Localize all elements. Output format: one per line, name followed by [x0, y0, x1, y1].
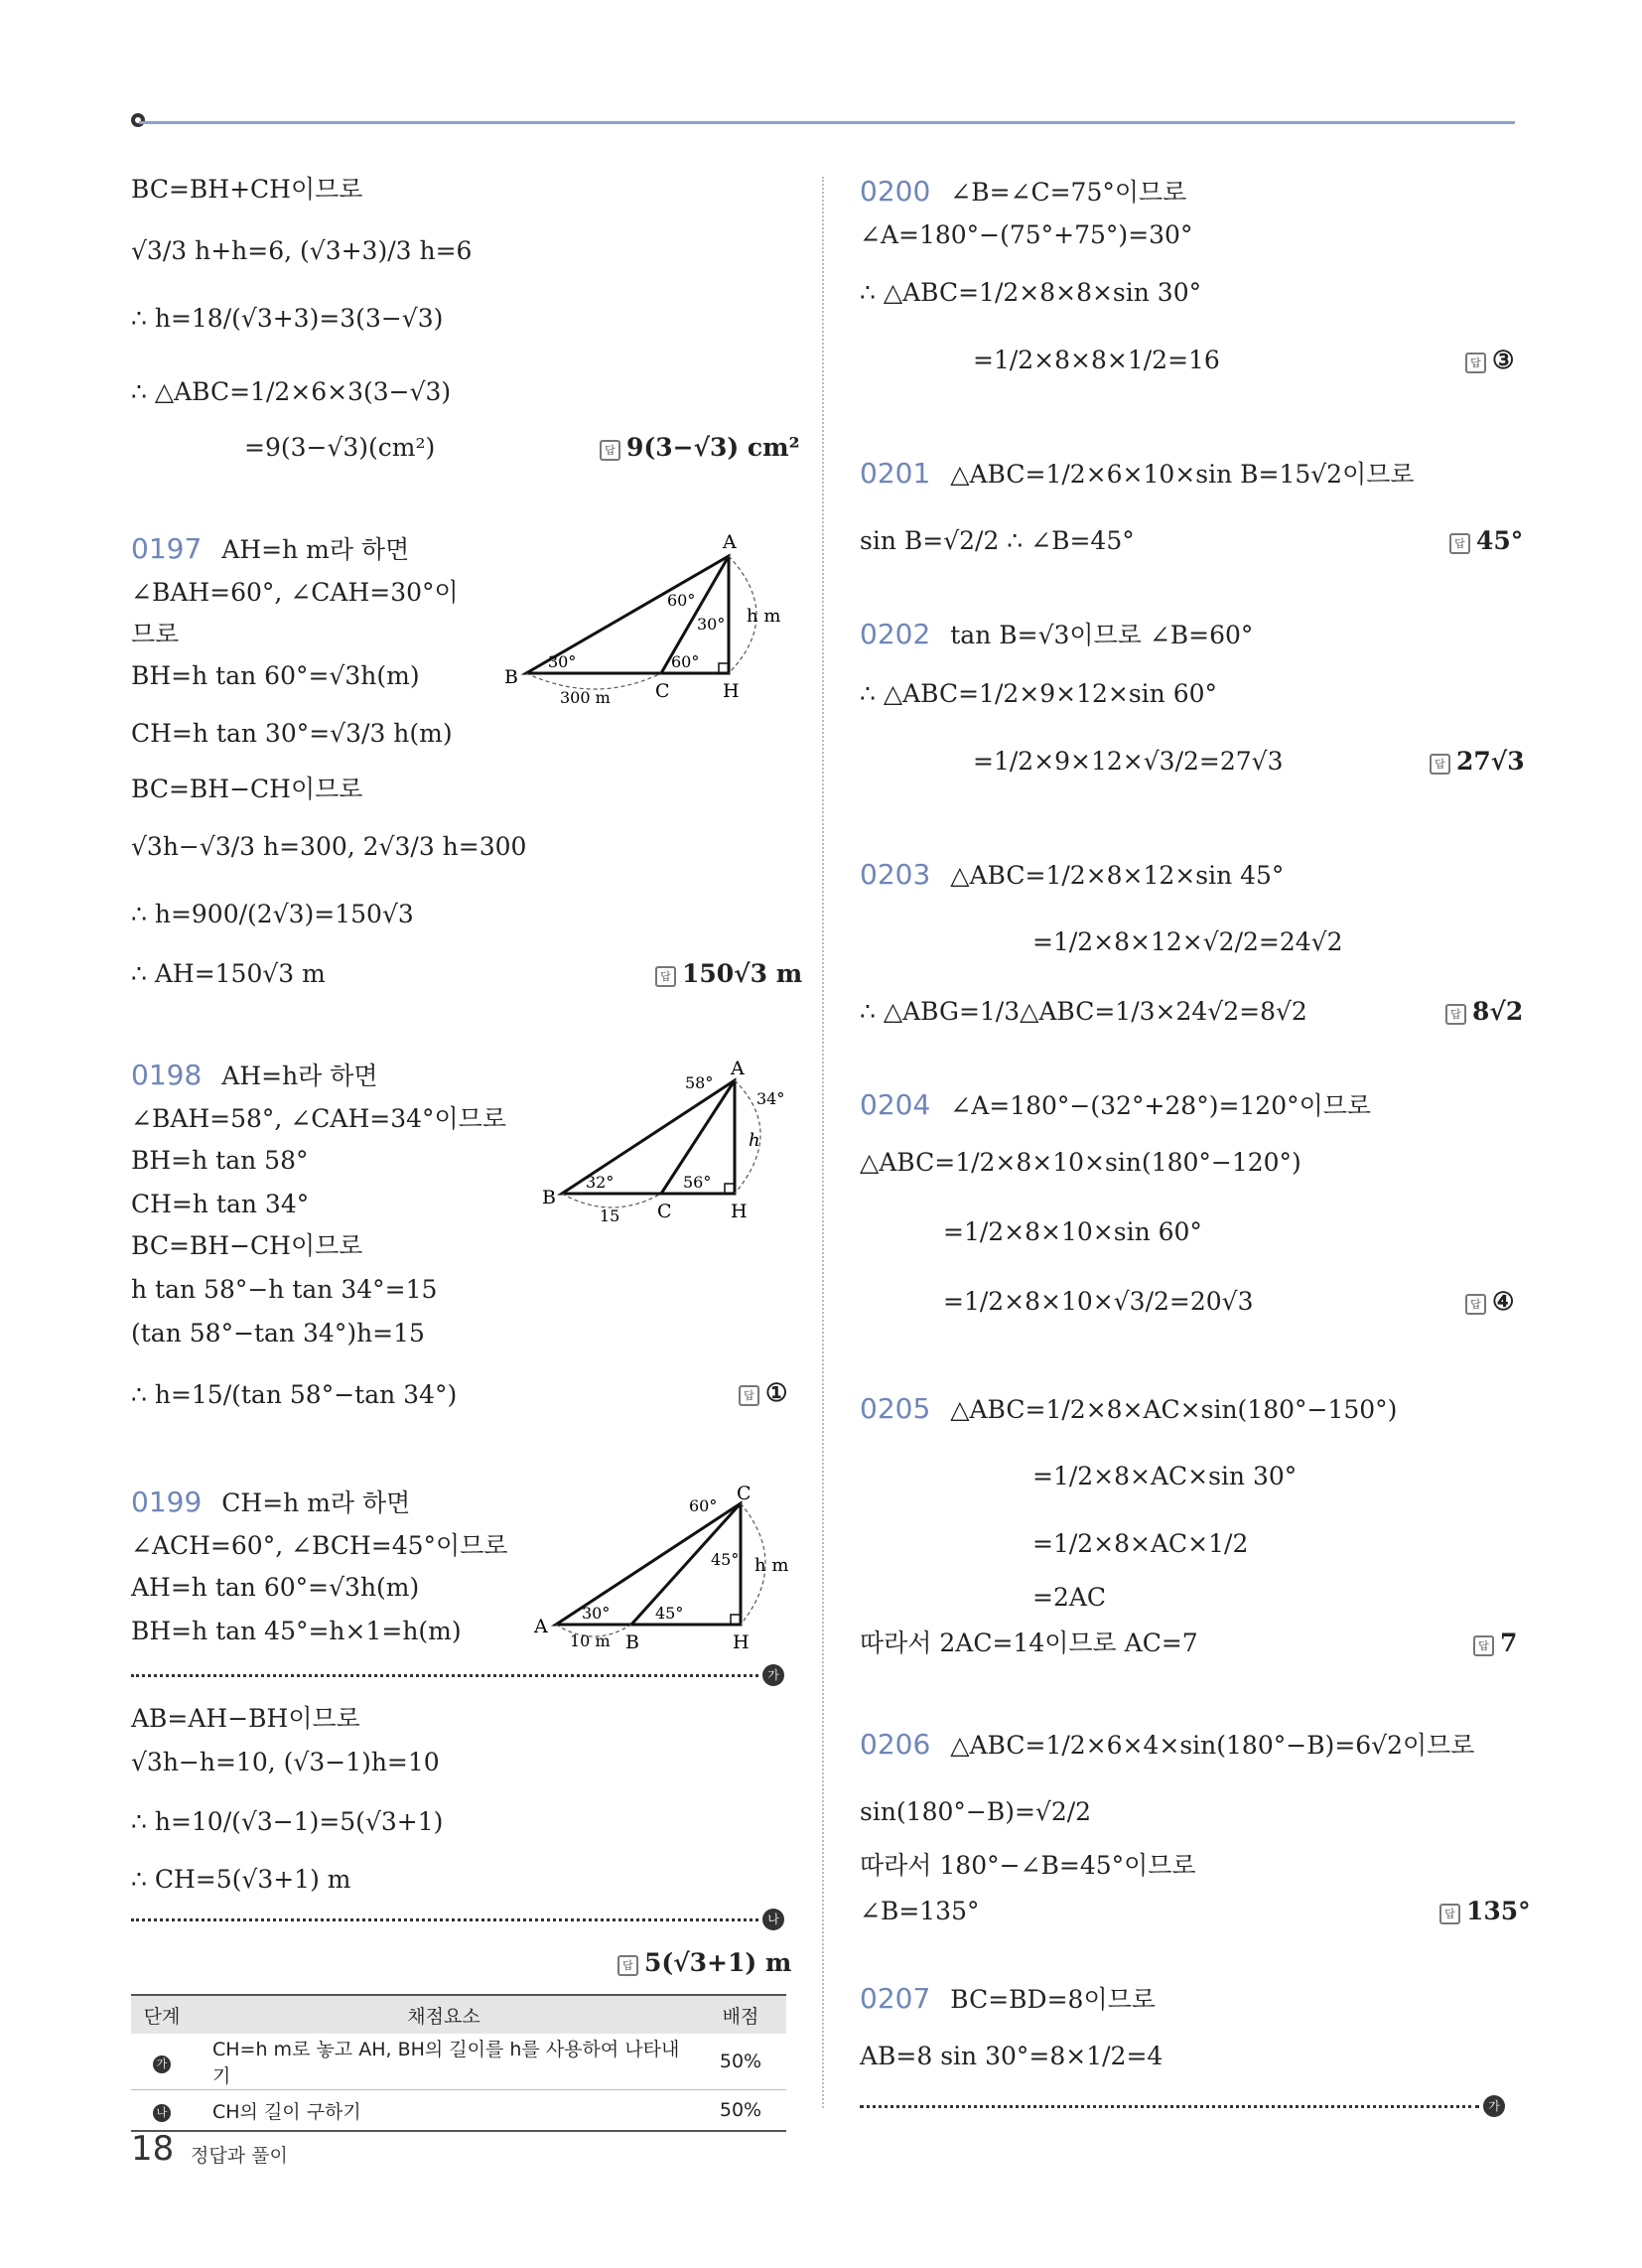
problem-0204-answer	[1465, 1287, 1514, 1316]
problem-0206-answer-text: 135°	[1466, 1897, 1531, 1925]
problem-0203-line-2: =1/2×8×12×√2/2=24√2	[1032, 927, 1343, 956]
problem-0197-line-9: ∴ AH=150√3 m	[131, 959, 326, 988]
problem-0201-answer	[1449, 526, 1523, 555]
problem-0199-line-3: AH=h tan 60°=√3h(m)	[131, 1573, 420, 1602]
grading-table	[131, 1994, 786, 2132]
triangle-figure-0197	[496, 526, 794, 715]
angle-A2-label: 30°	[697, 615, 726, 634]
problem-0203-answer	[1445, 997, 1523, 1026]
problem-0201-answer-text: 45°	[1476, 526, 1524, 555]
problem-number: 0201	[860, 457, 931, 490]
problem-0202-text-1: tan B=√3이므로 ∠B=60°	[950, 621, 1254, 649]
problem-number: 0202	[860, 618, 931, 650]
problem-0199-answer	[617, 1948, 791, 1977]
problem-0198-answer-text: ①	[765, 1378, 788, 1407]
problem-0207-line-2: AB=8 sin 30°=8×1/2=4	[860, 2042, 1163, 2070]
problem-0203-text-1: △ABC=1/2×8×12×sin 45°	[950, 861, 1285, 890]
side-length-label: 15	[600, 1206, 620, 1225]
angle-C1-label: 60°	[689, 1496, 718, 1515]
intro-line-1: BC=BH+CH이므로	[131, 175, 363, 204]
angle-A2-label: 34°	[756, 1089, 785, 1108]
angle-C-label: 56°	[683, 1173, 712, 1192]
answer-mark-icon: 답	[617, 1955, 638, 1976]
problem-0198-line-5: BC=BH−CH이므로	[131, 1231, 363, 1260]
vertex-A-label: A	[534, 1616, 548, 1637]
answer-mark-icon: 답	[655, 966, 676, 987]
problem-0199-line-4: BH=h tan 45°=h×1=h(m)	[131, 1617, 462, 1645]
answer-mark-icon: 답	[1473, 1635, 1494, 1656]
problem-0203-answer-text: 8√2	[1472, 997, 1524, 1026]
problem-0197-line-6: BC=BH−CH이므로	[131, 775, 363, 803]
problem-0204-line-4: =1/2×8×10×√3/2=20√3	[943, 1287, 1254, 1316]
vertex-B-label: B	[504, 666, 518, 688]
problem-0206-line-2: sin(180°−B)=√2/2	[860, 1797, 1092, 1826]
problem-0202-answer-text: 27√3	[1456, 747, 1525, 776]
grading-header-row	[131, 1995, 786, 2034]
problem-0197-line-3: 므로	[131, 620, 180, 648]
problem-0199-line-5: AB=AH−BH이므로	[131, 1704, 360, 1733]
problem-number: 0204	[860, 1088, 931, 1121]
angle-A1-label: 60°	[667, 591, 696, 610]
problem-0201-text-1: △ABC=1/2×6×10×sin B=15√2이므로	[950, 460, 1415, 489]
problem-0199-answer-text: 5(√3+1) m	[644, 1948, 792, 1977]
step-marker: 나	[153, 2104, 171, 2122]
height-label: h m	[754, 1555, 789, 1576]
problem-0204-text-1: ∠A=180°−(32°+28°)=120°이므로	[950, 1091, 1372, 1120]
problem-0197-line-2: ∠BAH=60°, ∠CAH=30°이	[131, 578, 459, 607]
step-marker: 가	[1483, 2095, 1505, 2117]
angle-C2-label: 45°	[711, 1550, 740, 1569]
column-divider	[822, 177, 824, 2108]
problem-0205-answer-text: 7	[1500, 1629, 1518, 1657]
problem-0200-line-2: ∠A=180°−(75°+75°)=30°	[860, 220, 1193, 249]
intro-line-4: ∴ △ABC=1/2×6×3(3−√3)	[131, 377, 452, 406]
problem-0201-line-1	[860, 459, 1415, 490]
problem-0206-line-3: 따라서 180°−∠B=45°이므로	[860, 1851, 1196, 1880]
triangle-figure-0199	[526, 1480, 804, 1658]
problem-0200-line-3: ∴ △ABC=1/2×8×8×sin 30°	[860, 278, 1202, 307]
problem-0200-line-1	[860, 177, 1186, 208]
problem-0205-line-2: =1/2×8×AC×sin 30°	[1032, 1462, 1298, 1490]
grading-header-score: 배점	[695, 1995, 786, 2034]
vertex-C-label: C	[657, 1201, 672, 1222]
problem-0198-line-1	[131, 1061, 378, 1091]
problem-0198-line-8: ∴ h=15/(tan 58°−tan 34°)	[131, 1380, 458, 1409]
problem-number: 0197	[131, 532, 203, 565]
problem-0206-line-4: ∠B=135°	[860, 1897, 980, 1925]
problem-number: 0203	[860, 858, 931, 891]
problem-0197-line-7: √3h−√3/3 h=300, 2√3/3 h=300	[131, 832, 527, 861]
problem-0204-answer-text: ④	[1492, 1287, 1515, 1316]
problem-number: 0206	[860, 1728, 931, 1761]
problem-0204-line-2: △ABC=1/2×8×10×sin(180°−120°)	[860, 1148, 1301, 1177]
problem-0202-line-1	[860, 620, 1253, 650]
vertex-H-label: H	[733, 1631, 750, 1653]
intro-answer-text: 9(3−√3) cm²	[626, 433, 800, 462]
vertex-A-label: A	[731, 1058, 745, 1079]
problem-number: 0198	[131, 1059, 203, 1091]
answer-mark-icon: 답	[1449, 533, 1470, 554]
problem-0197-answer-text: 150√3 m	[682, 959, 803, 988]
grading-step-cell	[131, 2034, 193, 2090]
triangle-figure-0198	[536, 1053, 804, 1231]
problem-0205-answer	[1473, 1629, 1517, 1657]
answer-mark-icon: 답	[1465, 1294, 1486, 1315]
problem-number: 0199	[131, 1486, 203, 1518]
grading-row	[131, 2034, 786, 2090]
problem-0199-line-6: √3h−h=10, (√3−1)h=10	[131, 1748, 440, 1776]
problem-0205-line-4: =2AC	[1032, 1583, 1107, 1612]
grading-step-cell	[131, 2090, 193, 2132]
vertex-B-label: B	[542, 1187, 556, 1208]
problem-0200-answer-text: ③	[1492, 346, 1515, 374]
problem-0197-line-5: CH=h tan 30°=√3/3 h(m)	[131, 719, 453, 748]
problem-0200-text-1: ∠B=∠C=75°이므로	[950, 178, 1187, 207]
problem-0207-text-1: BC=BD=8이므로	[950, 1985, 1156, 2014]
problem-number: 0200	[860, 175, 931, 208]
problem-0198-line-3: BH=h tan 58°	[131, 1146, 309, 1175]
intro-line-5: =9(3−√3)(cm²)	[244, 433, 436, 462]
angle-A1-label: 58°	[685, 1073, 714, 1092]
problem-0199-line-2: ∠ACH=60°, ∠BCH=45°이므로	[131, 1531, 508, 1560]
problem-0202-answer	[1430, 747, 1525, 776]
problem-0197-line-8: ∴ h=900/(2√3)=150√3	[131, 900, 414, 928]
grading-item-cell: CH=h m로 놓고 AH, BH의 길이를 h를 사용하여 나타내기	[193, 2034, 695, 2090]
grading-header-step: 단계	[131, 1995, 193, 2034]
problem-0197-answer	[655, 959, 802, 988]
problem-0200-answer	[1465, 346, 1514, 374]
problem-0198-line-6: h tan 58°−h tan 34°=15	[131, 1275, 438, 1304]
intro-line-2: √3/3 h+h=6, (√3+3)/3 h=6	[131, 236, 473, 265]
header-rule	[139, 121, 1515, 124]
problem-0207-line-1	[860, 1984, 1156, 2015]
vertex-A-label: A	[723, 531, 737, 553]
step-marker: 가	[762, 1664, 784, 1686]
grading-score-cell: 50%	[695, 2034, 786, 2090]
vertex-H-label: H	[731, 1201, 748, 1222]
problem-0199-text-1: CH=h m라 하면	[221, 1488, 411, 1517]
answer-mark-icon: 답	[600, 440, 620, 461]
step-divider	[131, 1918, 758, 1921]
height-label: h	[749, 1130, 760, 1151]
grading-header-item: 채점요소	[193, 1995, 695, 2034]
step-divider	[131, 1674, 758, 1677]
angle-B-label: 30°	[548, 652, 577, 671]
problem-0203-line-3: ∴ △ABG=1/3△ABC=1/3×24√2=8√2	[860, 997, 1307, 1026]
grading-row	[131, 2090, 786, 2132]
vertex-C-label: C	[655, 680, 670, 702]
problem-0204-line-1	[860, 1090, 1371, 1121]
vertex-C-label: C	[737, 1483, 752, 1504]
problem-0199-line-1	[131, 1488, 410, 1518]
intro-line-3: ∴ h=18/(√3+3)=3(3−√3)	[131, 304, 444, 333]
angle-B-label: 45°	[655, 1604, 684, 1623]
problem-0201-line-2: sin B=√2/2 ∴ ∠B=45°	[860, 526, 1135, 555]
problem-0198-line-4: CH=h tan 34°	[131, 1190, 310, 1218]
problem-0205-text-1: △ABC=1/2×8×AC×sin(180°−150°)	[950, 1395, 1398, 1424]
problem-0204-line-3: =1/2×8×10×sin 60°	[943, 1217, 1202, 1246]
problem-0197-text-1: AH=h m라 하면	[221, 535, 410, 564]
problem-0205-line-1	[860, 1394, 1397, 1425]
grading-item-cell: CH의 길이 구하기	[193, 2090, 695, 2132]
problem-0203-line-1	[860, 860, 1284, 891]
problem-0205-line-5: 따라서 2AC=14이므로 AC=7	[860, 1629, 1198, 1657]
angle-A-label: 30°	[582, 1604, 611, 1623]
side-length-label: 300 m	[560, 688, 611, 707]
problem-0197-line-4: BH=h tan 60°=√3h(m)	[131, 661, 420, 690]
vertex-B-label: B	[625, 1631, 639, 1653]
step-marker: 가	[153, 2055, 171, 2073]
problem-0198-text-1: AH=h라 하면	[221, 1062, 378, 1090]
page-section-label: 정답과 풀이	[191, 2145, 288, 2167]
problem-0198-line-2: ∠BAH=58°, ∠CAH=34°이므로	[131, 1104, 506, 1133]
answer-mark-icon: 답	[1439, 1904, 1460, 1924]
problem-0202-line-3: =1/2×9×12×√3/2=27√3	[973, 747, 1284, 776]
problem-0205-line-3: =1/2×8×AC×1/2	[1032, 1529, 1249, 1558]
problem-0206-text-1: △ABC=1/2×6×4×sin(180°−B)=6√2이므로	[950, 1731, 1475, 1760]
problem-0200-line-4: =1/2×8×8×1/2=16	[973, 346, 1220, 374]
intro-answer	[600, 433, 800, 462]
header-dot	[131, 113, 145, 127]
problem-0206-answer	[1439, 1897, 1531, 1925]
problem-0197-line-1	[131, 534, 409, 565]
height-label: h m	[747, 606, 781, 627]
answer-mark-icon: 답	[1430, 754, 1450, 775]
grading-score-cell: 50%	[695, 2090, 786, 2132]
side-length-label: 10 m	[570, 1631, 611, 1650]
problem-0199-line-7: ∴ h=10/(√3−1)=5(√3+1)	[131, 1807, 444, 1836]
problem-0202-line-2: ∴ △ABC=1/2×9×12×sin 60°	[860, 679, 1218, 708]
problem-0206-line-1	[860, 1730, 1474, 1761]
page-number: 18	[131, 2129, 175, 2169]
angle-C-label: 60°	[671, 652, 700, 671]
problem-0198-line-7: (tan 58°−tan 34°)h=15	[131, 1319, 425, 1347]
vertex-H-label: H	[723, 680, 740, 702]
angle-B-label: 32°	[586, 1173, 615, 1192]
problem-number: 0207	[860, 1982, 931, 2015]
problem-0199-line-8: ∴ CH=5(√3+1) m	[131, 1865, 351, 1894]
step-marker: 나	[762, 1909, 784, 1930]
step-divider	[860, 2105, 1479, 2108]
problem-0198-answer	[739, 1378, 787, 1407]
answer-mark-icon: 답	[739, 1385, 759, 1406]
answer-mark-icon: 답	[1445, 1004, 1466, 1025]
problem-number: 0205	[860, 1392, 931, 1425]
answer-mark-icon: 답	[1465, 353, 1486, 373]
